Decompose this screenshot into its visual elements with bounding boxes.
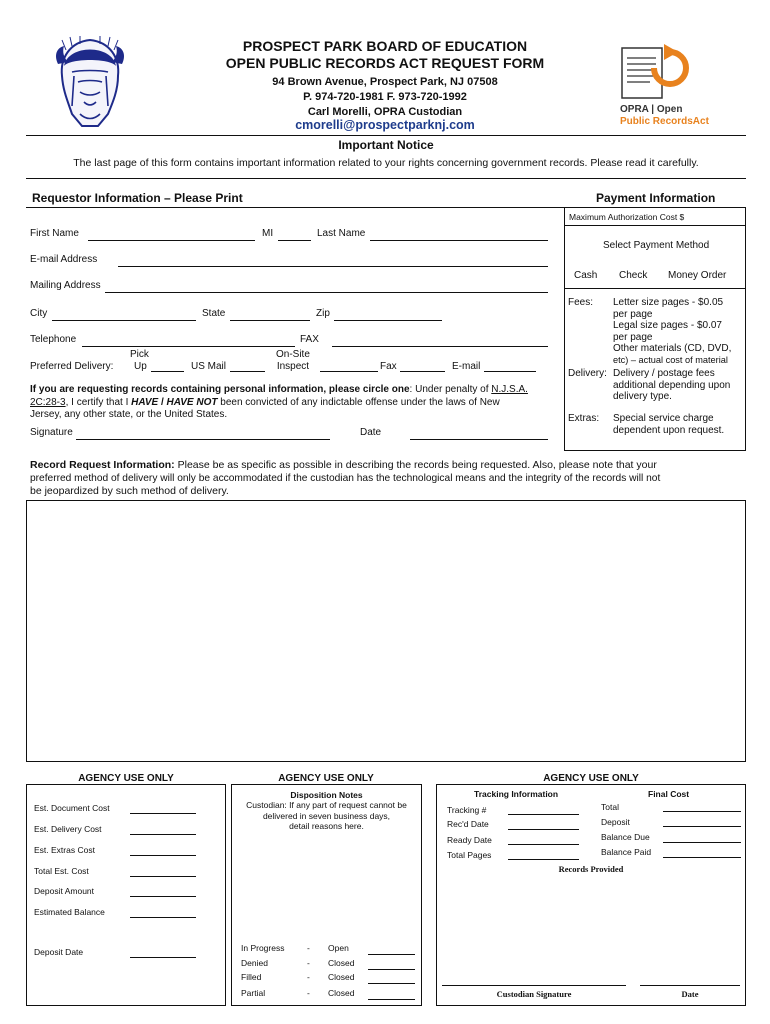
fees-list — [613, 297, 731, 367]
fax-option[interactable]: Fax — [380, 361, 397, 372]
email-field[interactable] — [118, 266, 548, 267]
status-dash: - — [307, 958, 310, 968]
up-label: Up — [134, 361, 147, 372]
fax-label: FAX — [300, 334, 319, 345]
cash-option[interactable]: Cash — [574, 270, 598, 281]
status-closed-filled[interactable]: Closed — [328, 972, 355, 982]
district-address: 94 Brown Avenue, Prospect Park, NJ 07508 — [272, 76, 498, 88]
extras-line: dependent upon request. — [613, 424, 725, 436]
fee-line: Legal size pages - $0.07 — [613, 320, 722, 332]
recd-date-field[interactable] — [508, 829, 579, 830]
est-document-cost-label: Est. Document Cost — [34, 803, 110, 813]
spartan-helmet-icon — [50, 36, 130, 131]
usmail-option[interactable]: US Mail — [191, 361, 227, 372]
opra-logo — [618, 40, 709, 132]
slash-text: / — [158, 396, 167, 408]
deposit-date-field[interactable] — [130, 957, 196, 958]
email-option[interactable]: E-mail — [452, 361, 481, 372]
custodian-note-line: delivered in seven business days, — [262, 810, 391, 821]
delivery-line: Delivery / postage fees — [613, 368, 715, 379]
status-dash: - — [307, 972, 310, 982]
preferred-delivery-label: Preferred Delivery: — [30, 361, 114, 372]
form-title: OPEN PUBLIC RECORDS ACT REQUEST FORM — [225, 55, 545, 71]
custodian-signature-label: Custodian Signature — [496, 989, 572, 999]
delivery-label: Delivery: — [568, 368, 607, 379]
records-provided-label: Records Provided — [558, 864, 624, 874]
total-pages-field[interactable] — [508, 859, 579, 860]
extras-line: Special service charge — [613, 413, 714, 424]
mi-label: MI — [262, 228, 274, 239]
first-name-label: First Name — [30, 228, 79, 239]
ready-date-field[interactable] — [508, 844, 579, 845]
agency2-heading: AGENCY USE ONLY — [278, 773, 374, 784]
fee-line: per page — [613, 308, 653, 320]
max-auth-cost[interactable]: Maximum Authorization Cost $ — [569, 212, 685, 222]
personal-info-bold: If you are requesting records containing personal information, please circle one — [30, 384, 410, 395]
mailing-label: Mailing Address — [30, 280, 101, 291]
final-total-label: Total — [601, 802, 619, 812]
deposit-amount-field[interactable] — [130, 896, 196, 897]
zip-label: Zip — [316, 308, 330, 319]
personal-info-text1: : Under penalty of — [409, 384, 492, 395]
telephone-field[interactable] — [82, 346, 295, 347]
status-in-progress[interactable]: In Progress — [241, 943, 285, 953]
balance-due-label: Balance Due — [601, 832, 650, 842]
custodian-note — [231, 800, 422, 832]
city-label: City — [30, 308, 48, 319]
final-deposit-label: Deposit — [601, 817, 630, 827]
date-field[interactable] — [410, 439, 548, 440]
est-extras-cost-field[interactable] — [130, 855, 196, 856]
city-field[interactable] — [52, 320, 196, 321]
record-request-instructions — [30, 459, 746, 498]
pick-label: Pick — [130, 349, 149, 360]
record-request-text: preferred method of delivery will only be accommodated if the custodian has the technological means and the integrity of the records will not — [30, 473, 661, 484]
tracking-number-field[interactable] — [508, 814, 579, 815]
custodian-name: Carl Morelli, OPRA Custodian — [307, 106, 463, 118]
signature-label: Signature — [30, 427, 73, 438]
custodian-note-line: Custodian: If any part of request cannot be — [246, 800, 407, 810]
opra-logo-line2: Public RecordsAct — [620, 116, 709, 127]
have-option[interactable]: HAVE — [131, 396, 159, 408]
extras-fees — [613, 413, 724, 436]
payment-heading: Payment Information — [596, 191, 716, 205]
fee-line: etc) – actual cost of material — [613, 354, 728, 365]
last-name-label: Last Name — [317, 228, 366, 239]
delivery-fees — [613, 368, 730, 403]
last-name-field[interactable] — [370, 240, 548, 241]
pickup-option[interactable] — [130, 349, 149, 373]
certify-text: , I certify that I — [65, 396, 132, 408]
total-est-cost-label: Total Est. Cost — [34, 866, 89, 876]
date-label: Date — [360, 427, 382, 438]
district-phone: P. 974-720-1981 F. 973-720-1992 — [303, 91, 467, 103]
record-request-text: Please be as specific as possible in describing the records being requested. Also, please note that your — [174, 459, 657, 471]
inspect-label: Inspect — [276, 361, 310, 372]
balance-paid-field[interactable] — [663, 857, 741, 858]
tracking-info-heading: Tracking Information — [474, 789, 559, 799]
notice-heading: Important Notice — [338, 138, 434, 152]
signature-field[interactable] — [76, 439, 330, 440]
delivery-line: additional depending upon — [613, 379, 731, 391]
onsite-label: On-Site — [276, 349, 310, 360]
district-logo — [50, 36, 130, 131]
first-name-field[interactable] — [88, 240, 255, 241]
jurisdiction-text: Jersey, any other state, or the United States. — [30, 409, 228, 420]
estimated-balance-field[interactable] — [130, 917, 196, 918]
custodian-date-label: Date — [681, 989, 699, 999]
deposit-date-label: Deposit Date — [34, 947, 84, 957]
recd-date-label: Rec'd Date — [447, 819, 489, 829]
personal-info-certification — [30, 384, 560, 422]
notice-text: The last page of this form contains important information related to your rights concerning government records. Please read it carefully. — [73, 157, 699, 169]
agency1-heading: AGENCY USE ONLY — [78, 773, 174, 784]
select-payment-method: Select Payment Method — [603, 240, 710, 251]
fee-line: Other materials (CD, DVD, — [613, 343, 732, 355]
statute-text: 2C:28-3 — [30, 396, 66, 408]
requestor-heading: Requestor Information – Please Print — [32, 191, 243, 205]
fee-line: per page — [613, 331, 653, 343]
email-label: E-mail Address — [30, 254, 98, 265]
record-request-heading: Record Request Information: — [30, 459, 175, 471]
final-cost-heading: Final Cost — [648, 789, 690, 799]
est-delivery-cost-label: Est. Delivery Cost — [34, 824, 102, 834]
state-label: State — [202, 308, 226, 319]
custodian-email[interactable]: cmorelli@prospectparknj.com — [295, 118, 475, 132]
ready-date-label: Ready Date — [447, 835, 492, 845]
telephone-label: Telephone — [30, 334, 77, 345]
total-pages-label: Total Pages — [447, 850, 492, 860]
fax-field[interactable] — [332, 346, 548, 347]
mailing-field[interactable] — [105, 292, 548, 293]
status-filled[interactable]: Filled — [241, 972, 262, 982]
tracking-number-label: Tracking # — [447, 805, 487, 815]
status-open[interactable]: Open — [328, 943, 349, 953]
record-request-textarea[interactable] — [26, 500, 746, 762]
check-option[interactable]: Check — [619, 270, 648, 281]
deposit-amount-label: Deposit Amount — [34, 886, 95, 896]
status-closed-denied[interactable]: Closed — [328, 958, 355, 968]
est-extras-cost-label: Est. Extras Cost — [34, 845, 95, 855]
custodian-date-field[interactable] — [640, 985, 740, 986]
agency3-heading: AGENCY USE ONLY — [543, 773, 639, 784]
mi-field[interactable] — [278, 240, 311, 241]
opra-logo-line1: OPRA | Open — [620, 104, 683, 115]
custodian-note-line: detail reasons here. — [289, 821, 364, 831]
status-dash: - — [307, 943, 310, 953]
final-total-field[interactable] — [663, 811, 741, 812]
balance-due-field[interactable] — [663, 842, 741, 843]
document-refresh-icon — [618, 40, 692, 104]
total-est-cost-field[interactable] — [130, 876, 196, 877]
fees-label: Fees: — [568, 297, 594, 308]
state-field[interactable] — [230, 320, 310, 321]
est-delivery-cost-field[interactable] — [130, 834, 196, 835]
extras-label: Extras: — [568, 413, 600, 424]
final-deposit-field[interactable] — [663, 826, 741, 827]
district-title: PROSPECT PARK BOARD OF EDUCATION — [242, 38, 528, 54]
custodian-signature-field[interactable] — [442, 985, 626, 986]
njsa-text: N.J.S.A. — [491, 384, 528, 395]
money-order-option[interactable]: Money Order — [668, 270, 727, 281]
record-request-text: be jeopardized by such method of delivery. — [30, 485, 229, 497]
estimated-balance-label: Estimated Balance — [34, 907, 105, 917]
balance-paid-label: Balance Paid — [601, 847, 652, 857]
convicted-text: been convicted of any indictable offense under the laws of New — [217, 396, 500, 408]
delivery-line: delivery type. — [613, 391, 672, 403]
status-closed-partial[interactable]: Closed — [328, 988, 355, 998]
have-not-option[interactable]: HAVE NOT — [166, 396, 218, 408]
onsite-option[interactable] — [276, 349, 310, 373]
status-partial[interactable]: Partial — [241, 988, 266, 998]
disposition-notes-heading: Disposition Notes — [290, 790, 363, 800]
fee-line: Letter size pages - $0.05 — [613, 297, 724, 308]
status-dash: - — [307, 988, 310, 998]
status-denied[interactable]: Denied — [241, 958, 268, 968]
zip-field[interactable] — [334, 320, 442, 321]
records-provided-area[interactable] — [440, 876, 740, 976]
est-document-cost-field[interactable] — [130, 813, 196, 814]
